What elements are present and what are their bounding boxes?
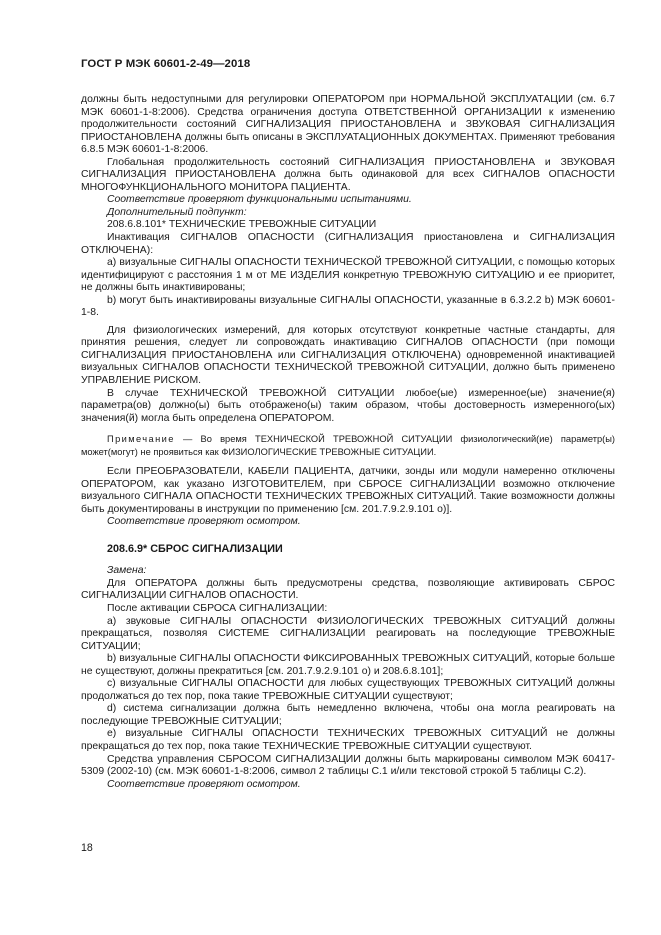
document-header: ГОСТ Р МЭК 60601-2-49—2018 (81, 58, 251, 70)
list-item: b) визуальные СИГНАЛЫ ОПАСНОСТИ ФИКСИРОВАННЫХ ТРЕВОЖНЫХ СИТУАЦИЙ, которые больше не существуют, должны прекратиться [см. 201.7.9.2.9.101 о) и 208.6.8.101]; (81, 653, 615, 677)
paragraph: Глобальная продолжительность состояний СИГНАЛИЗАЦИЯ ПРИОСТАНОВЛЕНА и ЗВУКОВАЯ СИГНАЛИЗАЦИЯ ПРИОСТАНОВЛЕНА должна быть одинаковой для всех СИГНАЛОВ ОПАСНОСТИ МНОГОФУНКЦИОНАЛЬНОГО МОНИТОРА ПАЦИЕНТА. (81, 156, 615, 193)
paragraph: В случае ТЕХНИЧЕСКОЙ ТРЕВОЖНОЙ СИТУАЦИИ любое(ые) измеренное(ые) значение(я) параметра(ов) должно(ы) быть отображено(ы) таким образом, чтобы достоверность измеренного(ых) значения(й) могла быть определена ОПЕРАТОРОМ. (81, 387, 615, 424)
paragraph: Инактивация СИГНАЛОВ ОПАСНОСТИ (СИГНАЛИЗАЦИЯ приостановлена и СИГНАЛИЗАЦИЯ ОТКЛЮЧЕНА): (81, 232, 615, 256)
additional-subclause-label: Дополнительный подпункт: (107, 206, 247, 218)
compliance-note: Соответствие проверяют функциональными испытаниями. (107, 194, 412, 206)
list-item: b) могут быть инактивированы визуальные СИГНАЛЫ ОПАСНОСТИ, указанные в 6.3.2.2 b) МЭК 60601-1-8. (81, 294, 615, 319)
paragraph: Для физиологических измерений, для которых отсутствуют конкретные частные стандарты, для принятия решения, следует ли сопровождать инактивацию СИГНАЛОВ ОПАСНОСТИ (при помощи СИГНАЛИЗАЦИЯ ПРИОСТАНОВЛЕНА или СИГНАЛИЗАЦИЯ ОТКЛЮЧЕНА) одновременной инактивацией визуальных СИГНАЛОВ ОПАСНОСТИ ТЕХНИЧЕСКОЙ ТРЕВОЖНОЙ СИТУАЦИИ, должно быть применено УПРАВЛЕНИЕ РИСКОМ. (81, 324, 615, 387)
note (81, 433, 615, 458)
paragraph: должны быть недоступными для регулировки ОПЕРАТОРОМ при НОРМАЛЬНОЙ ЭКСПЛУАТАЦИИ (см. 6.7 МЭК 60601-1-8:2006). Средства ограничения доступа ОТВЕТСТВЕННОЙ ОРГАНИЗАЦИИ к изменению продолжительности состояний СИГНАЛИЗАЦИЯ ПРИОСТАНОВЛЕНА и ЗВУКОВАЯ СИГНАЛИЗАЦИЯ ПРИОСТАНОВЛЕНА должны быть описаны в ЭКСПЛУАТАЦИОННЫХ ДОКУМЕНТАХ. Применяют требования 6.8.5 МЭК 60601-1-8:2006. (81, 94, 615, 156)
section-heading: 208.6.9* СБРОС СИГНАЛИЗАЦИИ (107, 542, 283, 555)
list-item: d) система сигнализации должна быть немедленно включена, чтобы она могла реагировать на последующие ТРЕВОЖНЫЕ СИТУАЦИИ; (81, 703, 615, 727)
list-item: а) звуковые СИГНАЛЫ ОПАСНОСТИ ФИЗИОЛОГИЧЕСКИХ ТРЕВОЖНЫХ СИТУАЦИЙ должны прекращаться, позволяя СИСТЕМЕ СИГНАЛИЗАЦИИ реагировать на последующие ТРЕВОЖНЫЕ СИТУАЦИИ; (81, 615, 615, 652)
page-number: 18 (81, 842, 93, 854)
paragraph: Средства управления СБРОСОМ СИГНАЛИЗАЦИИ должны быть маркированы символом МЭК 60417-5309 (2002-10) (см. МЭК 60601-1-8:2006, символ 2 таблицы С.1 и/или текстовой строкой 5 таблицы С.2). (81, 753, 615, 778)
subclause-title: 208.6.8.101* ТЕХНИЧЕСКИЕ ТРЕВОЖНЫЕ СИТУАЦИИ (107, 219, 377, 231)
compliance-note: Соответствие проверяют осмотром. (107, 516, 301, 528)
note-text: — Во время ТЕХНИЧЕСКОЙ ТРЕВОЖНОЙ СИТУАЦИИ физиологический(ие) параметр(ы) может(могут) не проявиться как ФИЗИОЛОГИЧЕСКИЕ ТРЕВОЖНЫЕ СИТУАЦИИ. (81, 434, 615, 457)
compliance-note: Соответствие проверяют осмотром. (107, 778, 301, 790)
paragraph: Для ОПЕРАТОРА должны быть предусмотрены средства, позволяющие активировать СБРОС СИГНАЛИЗАЦИИ СИГНАЛОВ ОПАСНОСТИ. (81, 577, 615, 602)
paragraph: Если ПРЕОБРАЗОВАТЕЛИ, КАБЕЛИ ПАЦИЕНТА, датчики, зонды или модули намеренно отключены ОПЕРАТОРОМ, как указано ИЗГОТОВИТЕЛЕМ, при СБРОСЕ СИГНАЛИЗАЦИИ возможно отключение визуального СИГНАЛА ОПАСНОСТИ ТЕХНИЧЕСКИХ ТРЕВОЖНЫХ СИТУАЦИЙ. Такие возможности должны быть документированы в инструкции по применению [см. 201.7.9.2.9.101 о)]. (81, 466, 615, 515)
document-body (81, 94, 615, 791)
list-item: е) визуальные СИГНАЛЫ ОПАСНОСТИ ТЕХНИЧЕСКИХ ТРЕВОЖНЫХ СИТУАЦИЙ не должны прекращаться до тех пор, пока такие ТЕХНИЧЕСКИЕ ТРЕВОЖНЫЕ СИТУАЦИИ существуют. (81, 728, 615, 752)
replacement-label: Замена: (107, 565, 147, 577)
paragraph: После активации СБРОСА СИГНАЛИЗАЦИИ: (107, 602, 328, 614)
list-item: а) визуальные СИГНАЛЫ ОПАСНОСТИ ТЕХНИЧЕСКОЙ ТРЕВОЖНОЙ СИТУАЦИИ, с помощью которых идентифицируют с расстояния 1 м от МЕ ИЗДЕЛИЯ конкретную ТРЕВОЖНУЮ СИТУАЦИЮ и ее приоритет, не должны быть инактивированы; (81, 257, 615, 294)
note-label: Примечание (107, 434, 175, 445)
list-item: с) визуальные СИГНАЛЫ ОПАСНОСТИ для любых существующих ТРЕВОЖНЫХ СИТУАЦИЙ должны продолжаться до тех пор, пока такие ТРЕВОЖНЫЕ СИТУАЦИИ существуют; (81, 678, 615, 702)
